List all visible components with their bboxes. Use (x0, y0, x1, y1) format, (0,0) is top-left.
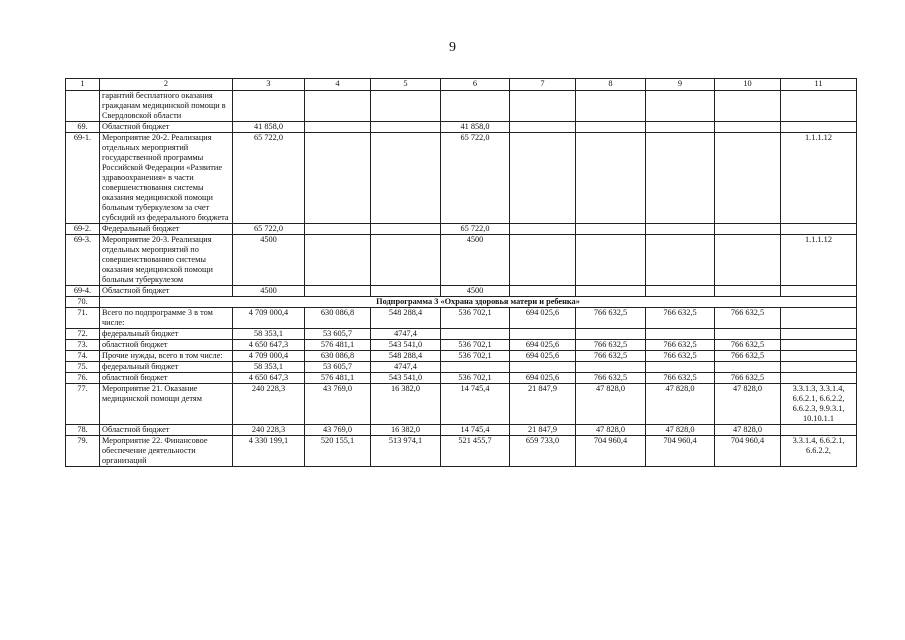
row-description: Областной бюджет (100, 286, 233, 297)
value-cell: 4 330 199,1 (233, 436, 305, 467)
value-cell (305, 91, 371, 122)
value-cell: 536 702,1 (441, 373, 510, 384)
value-cell (715, 235, 781, 286)
value-cell (305, 286, 371, 297)
value-cell (233, 91, 305, 122)
value-cell: 630 086,8 (305, 351, 371, 362)
row-number: 72. (66, 329, 100, 340)
table-row (66, 384, 857, 425)
value-cell (510, 362, 576, 373)
target-code: 1.1.1.12 (781, 133, 857, 224)
table-row (66, 122, 857, 133)
table-row (66, 373, 857, 384)
value-cell: 58 353,1 (233, 362, 305, 373)
row-description: Мероприятие 20-3. Реализация отдельных мероприятий по совершенствованию системы оказания медицинской помощи больным туберкулезом (100, 235, 233, 286)
row-number: 73. (66, 340, 100, 351)
value-cell (371, 122, 441, 133)
value-cell: 53 605,7 (305, 329, 371, 340)
value-cell: 14 745,4 (441, 425, 510, 436)
value-cell (510, 91, 576, 122)
target-code (781, 308, 857, 329)
value-cell (646, 224, 715, 235)
target-code (781, 122, 857, 133)
row-number: 74. (66, 351, 100, 362)
value-cell (576, 224, 646, 235)
row-description: Прочие нужды, всего в том числе: (100, 351, 233, 362)
value-cell (576, 235, 646, 286)
value-cell (371, 235, 441, 286)
row-description: Областной бюджет (100, 122, 233, 133)
value-cell: 520 155,1 (305, 436, 371, 467)
value-cell: 694 025,6 (510, 373, 576, 384)
table-row (66, 286, 857, 297)
target-code: 3.3.1.4, 6.6.2.1, 6.6.2.2, (781, 436, 857, 467)
value-cell (441, 329, 510, 340)
section-title: Подпрограмма 3 «Охрана здоровья матери и ребенка» (100, 297, 857, 308)
value-cell: 4500 (233, 286, 305, 297)
row-description: Областной бюджет (100, 425, 233, 436)
column-header: 9 (646, 79, 715, 91)
value-cell (715, 224, 781, 235)
value-cell: 4 709 000,4 (233, 308, 305, 329)
column-header: 11 (781, 79, 857, 91)
value-cell: 536 702,1 (441, 308, 510, 329)
value-cell (576, 286, 646, 297)
value-cell: 47 828,0 (646, 384, 715, 425)
value-cell: 4500 (441, 235, 510, 286)
row-number: 69-4. (66, 286, 100, 297)
table-row (66, 351, 857, 362)
target-code (781, 340, 857, 351)
value-cell: 53 605,7 (305, 362, 371, 373)
value-cell: 47 828,0 (715, 384, 781, 425)
value-cell: 766 632,5 (576, 340, 646, 351)
value-cell (576, 91, 646, 122)
value-cell (715, 286, 781, 297)
value-cell: 704 960,4 (646, 436, 715, 467)
row-number: 71. (66, 308, 100, 329)
value-cell (646, 122, 715, 133)
page-number: 9 (449, 40, 456, 55)
value-cell: 47 828,0 (576, 425, 646, 436)
table-row (66, 133, 857, 224)
header-row (66, 79, 857, 91)
value-cell (441, 362, 510, 373)
target-code (781, 329, 857, 340)
value-cell: 43 769,0 (305, 384, 371, 425)
table-row (66, 308, 857, 329)
value-cell: 4500 (233, 235, 305, 286)
column-header: 7 (510, 79, 576, 91)
value-cell (646, 286, 715, 297)
column-header: 3 (233, 79, 305, 91)
value-cell (510, 235, 576, 286)
value-cell: 4 709 000,4 (233, 351, 305, 362)
value-cell: 14 745,4 (441, 384, 510, 425)
value-cell: 548 288,4 (371, 308, 441, 329)
value-cell: 766 632,5 (576, 351, 646, 362)
value-cell: 43 769,0 (305, 425, 371, 436)
value-cell (715, 329, 781, 340)
value-cell (576, 133, 646, 224)
value-cell: 536 702,1 (441, 340, 510, 351)
value-cell: 766 632,5 (715, 340, 781, 351)
value-cell: 766 632,5 (576, 373, 646, 384)
value-cell: 694 025,6 (510, 351, 576, 362)
column-header: 6 (441, 79, 510, 91)
value-cell (510, 329, 576, 340)
value-cell: 4500 (441, 286, 510, 297)
table-row (66, 329, 857, 340)
row-description: областной бюджет (100, 373, 233, 384)
row-number: 69. (66, 122, 100, 133)
row-number: 69-1. (66, 133, 100, 224)
value-cell (371, 286, 441, 297)
value-cell: 766 632,5 (646, 373, 715, 384)
value-cell: 65 722,0 (233, 224, 305, 235)
row-description: Мероприятие 20-2. Реализация отдельных мероприятий государственной программы Российской Федерации «Развитие здравоохранения» в части совершенствования системы оказания медицинской помощи больным туберкулезом за счет субсидий из федерального бюджета (100, 133, 233, 224)
target-code (781, 91, 857, 122)
value-cell: 16 382,0 (371, 425, 441, 436)
target-code (781, 362, 857, 373)
table-row (66, 362, 857, 373)
row-number: 70. (66, 297, 100, 308)
value-cell: 65 722,0 (233, 133, 305, 224)
value-cell (305, 235, 371, 286)
column-header: 10 (715, 79, 781, 91)
column-header: 2 (100, 79, 233, 91)
value-cell: 576 481,1 (305, 340, 371, 351)
value-cell: 513 974,1 (371, 436, 441, 467)
value-cell (305, 133, 371, 224)
column-header: 8 (576, 79, 646, 91)
value-cell: 694 025,6 (510, 308, 576, 329)
target-code (781, 373, 857, 384)
value-cell (576, 122, 646, 133)
value-cell: 65 722,0 (441, 133, 510, 224)
value-cell (576, 362, 646, 373)
table-row (66, 436, 857, 467)
row-number (66, 91, 100, 122)
value-cell (646, 362, 715, 373)
value-cell: 65 722,0 (441, 224, 510, 235)
value-cell: 4 650 647,3 (233, 373, 305, 384)
row-description: федеральный бюджет (100, 362, 233, 373)
value-cell: 4747,4 (371, 329, 441, 340)
target-code: 1.1.1.12 (781, 235, 857, 286)
value-cell: 576 481,1 (305, 373, 371, 384)
row-number: 78. (66, 425, 100, 436)
target-code: 3.3.1.3, 3.3.1.4, 6.6.2.1, 6.6.2.2, 6.6.2.3, 9.9.3.1, 10.10.1.1 (781, 384, 857, 425)
value-cell: 240 228,3 (233, 384, 305, 425)
table-row (66, 297, 857, 308)
value-cell: 704 960,4 (715, 436, 781, 467)
value-cell: 766 632,5 (715, 351, 781, 362)
value-cell (715, 91, 781, 122)
value-cell: 630 086,8 (305, 308, 371, 329)
row-description: федеральный бюджет (100, 329, 233, 340)
value-cell (510, 286, 576, 297)
table-row (66, 91, 857, 122)
value-cell: 47 828,0 (646, 425, 715, 436)
value-cell (646, 329, 715, 340)
value-cell: 58 353,1 (233, 329, 305, 340)
value-cell (305, 122, 371, 133)
value-cell: 766 632,5 (646, 351, 715, 362)
target-code (781, 286, 857, 297)
row-number: 79. (66, 436, 100, 467)
value-cell (441, 91, 510, 122)
value-cell (715, 122, 781, 133)
column-header: 1 (66, 79, 100, 91)
row-number: 69-2. (66, 224, 100, 235)
value-cell: 766 632,5 (576, 308, 646, 329)
value-cell: 694 025,6 (510, 340, 576, 351)
table-row (66, 425, 857, 436)
value-cell (371, 133, 441, 224)
value-cell: 4 650 647,3 (233, 340, 305, 351)
value-cell (646, 133, 715, 224)
value-cell: 766 632,5 (646, 340, 715, 351)
value-cell (510, 122, 576, 133)
value-cell (371, 224, 441, 235)
value-cell (371, 91, 441, 122)
value-cell (305, 224, 371, 235)
value-cell (510, 224, 576, 235)
column-header: 5 (371, 79, 441, 91)
column-header: 4 (305, 79, 371, 91)
row-description: Мероприятие 22. Финансовое обеспечение деятельности организаций (100, 436, 233, 467)
table-row (66, 235, 857, 286)
value-cell: 659 733,0 (510, 436, 576, 467)
value-cell: 41 858,0 (233, 122, 305, 133)
value-cell: 21 847,9 (510, 384, 576, 425)
target-code (781, 351, 857, 362)
value-cell (646, 235, 715, 286)
value-cell: 543 541,0 (371, 373, 441, 384)
budget-table (65, 78, 857, 467)
table-row (66, 340, 857, 351)
value-cell: 4747,4 (371, 362, 441, 373)
value-cell: 543 541,0 (371, 340, 441, 351)
value-cell: 536 702,1 (441, 351, 510, 362)
row-description: областной бюджет (100, 340, 233, 351)
value-cell (715, 362, 781, 373)
value-cell (715, 133, 781, 224)
value-cell: 548 288,4 (371, 351, 441, 362)
value-cell: 240 228,3 (233, 425, 305, 436)
row-description: Федеральный бюджет (100, 224, 233, 235)
table-row (66, 224, 857, 235)
row-description: Мероприятие 21. Оказание медицинской помощи детям (100, 384, 233, 425)
value-cell (510, 133, 576, 224)
value-cell: 766 632,5 (715, 373, 781, 384)
row-number: 75. (66, 362, 100, 373)
value-cell: 766 632,5 (715, 308, 781, 329)
target-code (781, 224, 857, 235)
value-cell (646, 91, 715, 122)
value-cell (576, 329, 646, 340)
value-cell: 521 455,7 (441, 436, 510, 467)
row-description: гарантий бесплатного оказания гражданам медицинской помощи в Свердловской области (100, 91, 233, 122)
row-number: 77. (66, 384, 100, 425)
target-code (781, 425, 857, 436)
value-cell: 766 632,5 (646, 308, 715, 329)
value-cell: 16 382,0 (371, 384, 441, 425)
value-cell: 41 858,0 (441, 122, 510, 133)
value-cell: 21 847,9 (510, 425, 576, 436)
row-number: 69-3. (66, 235, 100, 286)
value-cell: 47 828,0 (715, 425, 781, 436)
value-cell: 47 828,0 (576, 384, 646, 425)
row-number: 76. (66, 373, 100, 384)
value-cell: 704 960,4 (576, 436, 646, 467)
row-description: Всего по подпрограмме 3 в том числе: (100, 308, 233, 329)
